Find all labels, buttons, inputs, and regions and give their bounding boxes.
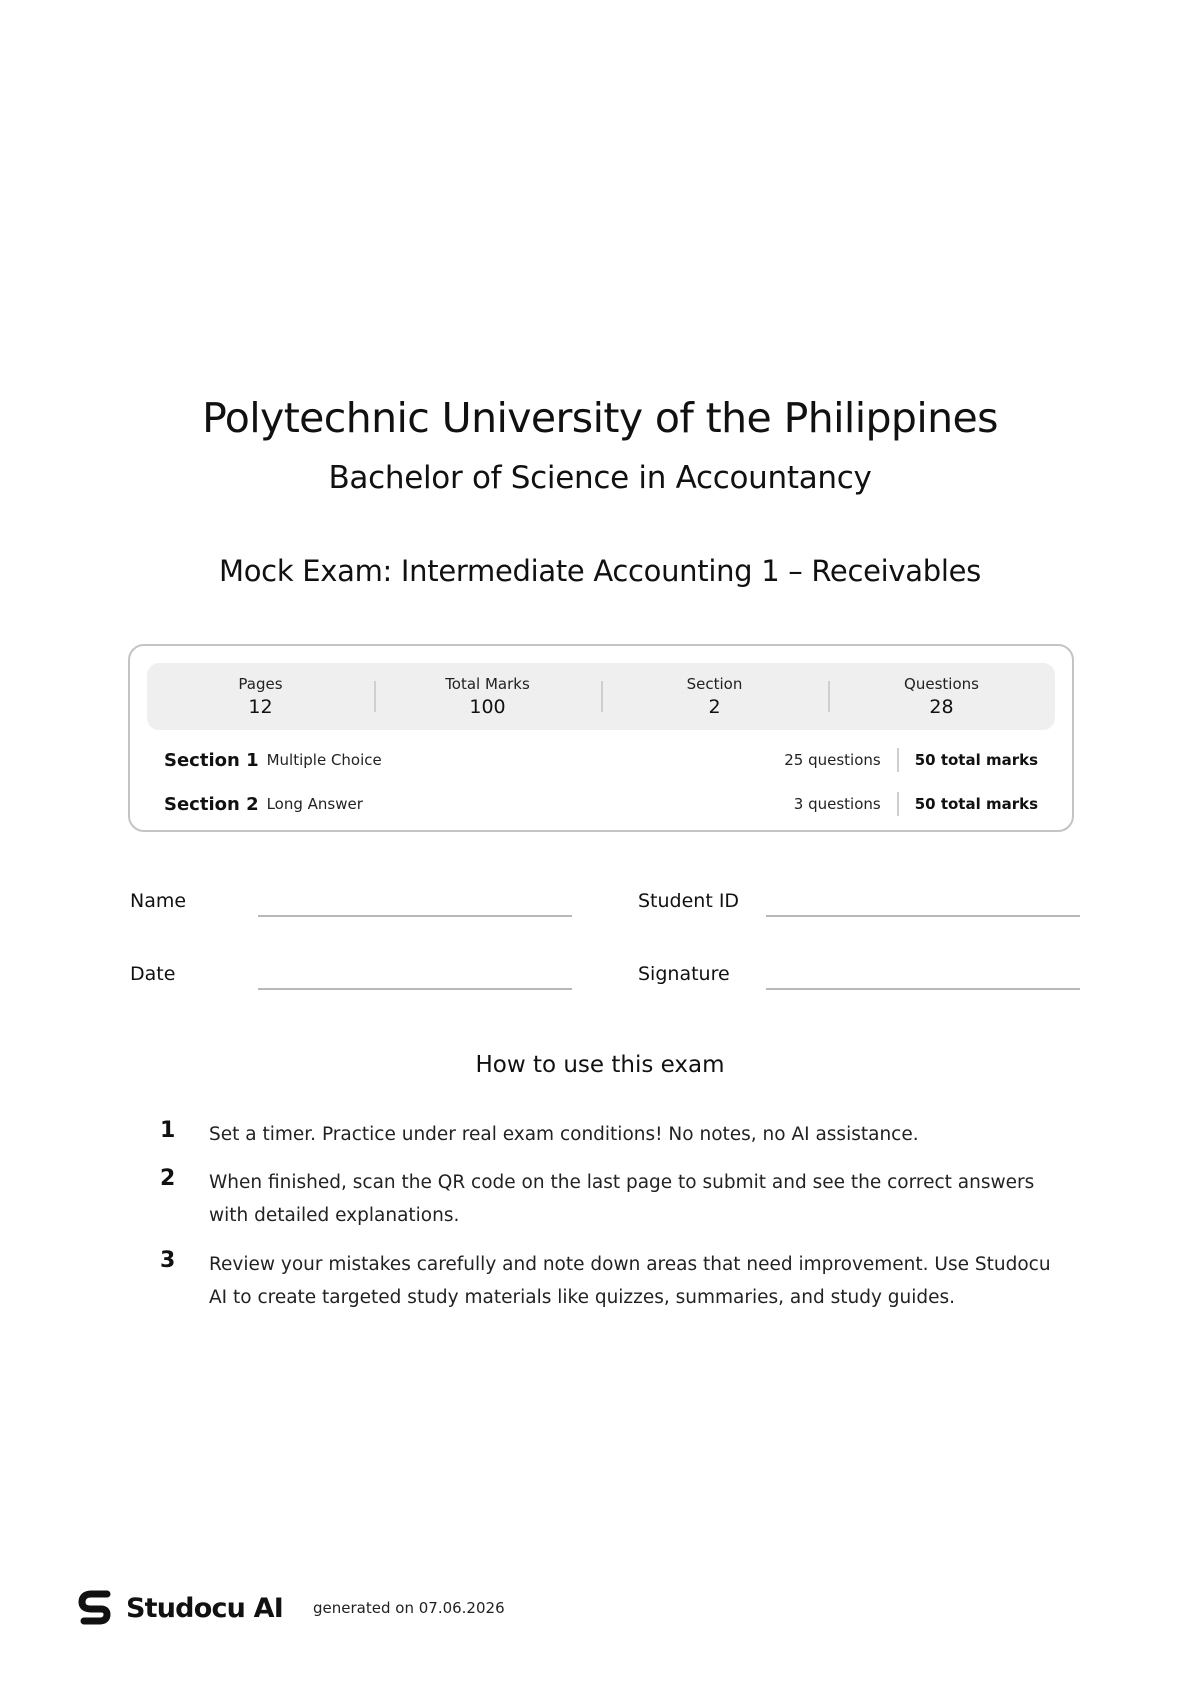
section-name: Section 1 [164, 749, 259, 771]
stat-label: Total Marks [445, 674, 530, 693]
section-type: Multiple Choice [266, 751, 382, 769]
program-title: Bachelor of Science in Accountancy [328, 460, 872, 496]
stat-total-marks [374, 663, 601, 730]
student-id-field[interactable] [766, 915, 1080, 917]
university-title: Polytechnic University of the Philippines [202, 394, 998, 442]
stat-value: 12 [248, 695, 273, 718]
divider [897, 748, 899, 772]
name-field[interactable] [258, 915, 572, 917]
howto-title: How to use this exam [475, 1052, 725, 1078]
stat-questions [828, 663, 1055, 730]
section-question-count: 3 questions [793, 795, 881, 813]
studocu-logo-icon [78, 1589, 114, 1627]
step-text: Review your mistakes carefully and note down areas that need improvement. Use Studocu AI to create targeted study materials like quizzes, summaries, and study guides. [209, 1254, 1051, 1308]
section-type: Long Answer [266, 795, 363, 813]
section-question-count: 25 questions [784, 751, 881, 769]
stat-label: Questions [904, 674, 979, 693]
stat-value: 100 [469, 695, 506, 718]
stat-label: Section [686, 674, 743, 693]
divider [897, 792, 899, 816]
step-text: Set a timer. Practice under real exam conditions! No notes, no AI assistance. [209, 1124, 919, 1145]
section-name: Section 2 [164, 793, 259, 815]
stat-value: 2 [708, 695, 721, 718]
student-id-label: Student ID [638, 890, 740, 912]
date-field[interactable] [258, 988, 572, 990]
stat-label: Pages [238, 674, 283, 693]
exam-summary-card [128, 644, 1074, 832]
name-label: Name [130, 890, 187, 912]
section-row-2 [164, 790, 1038, 818]
step-number: 3 [160, 1248, 176, 1273]
stat-section [601, 663, 828, 730]
generated-date: generated on 07.06.2026 [313, 1599, 505, 1617]
section-marks: 50 total marks [914, 795, 1038, 813]
signature-label: Signature [638, 963, 730, 985]
date-label: Date [130, 963, 176, 985]
stat-pages [147, 663, 374, 730]
stats-bar [147, 663, 1055, 730]
section-marks: 50 total marks [914, 751, 1038, 769]
footer [78, 1588, 505, 1628]
brand-name: Studocu AI [126, 1592, 284, 1624]
section-row-1 [164, 746, 1038, 774]
signature-field[interactable] [766, 988, 1080, 990]
stat-value: 28 [929, 695, 954, 718]
step-number: 2 [160, 1166, 176, 1191]
step-text: When finished, scan the QR code on the last page to submit and see the correct answers with detailed explanations. [209, 1172, 1035, 1226]
exam-title: Mock Exam: Intermediate Accounting 1 – Receivables [219, 554, 981, 588]
step-number: 1 [160, 1118, 176, 1143]
